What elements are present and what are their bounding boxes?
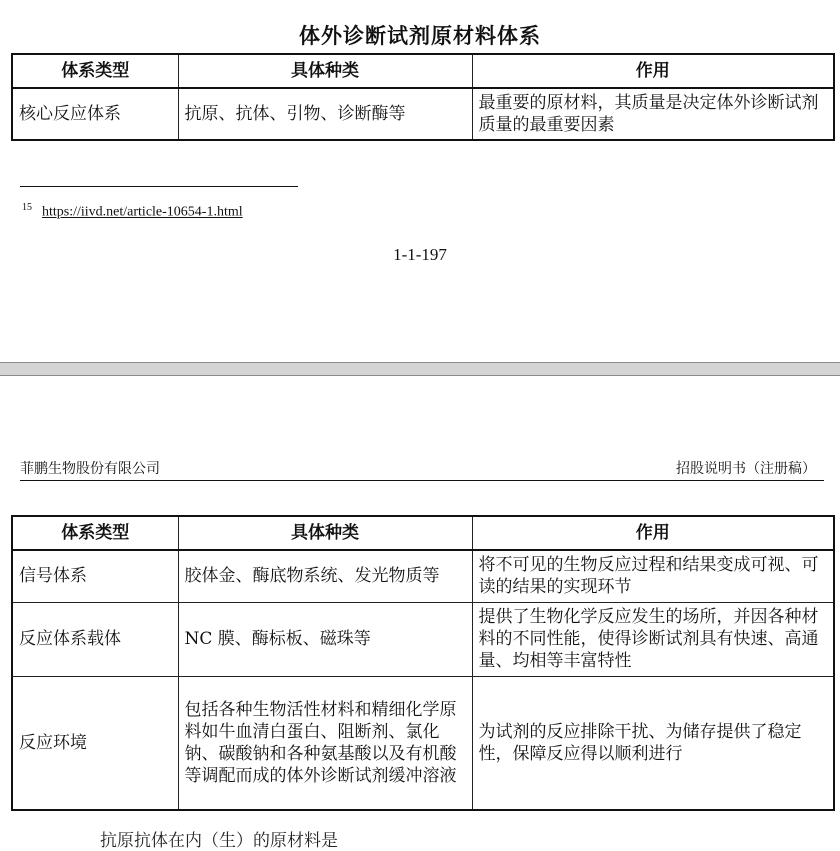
table-row <box>12 676 834 810</box>
cell-role: 为试剂的反应排除干扰、为储存提供了稳定性，保障反应得以顺利进行 <box>472 676 834 810</box>
header-system-type: 体系类型 <box>12 54 178 88</box>
cell-type: 信号体系 <box>12 550 178 602</box>
table-row <box>12 88 834 140</box>
cut-off-paragraph: 抗原抗体在内（生）的原材料是 <box>100 831 338 851</box>
cell-type: 反应环境 <box>12 676 178 810</box>
table-row <box>12 550 834 602</box>
header-divider <box>20 480 824 481</box>
raw-material-table-part1 <box>11 53 835 141</box>
footnote <box>22 202 243 221</box>
header-system-type: 体系类型 <box>12 516 178 550</box>
cell-role: 将不可见的生物反应过程和结果变成可视、可读的结果的实现环节 <box>472 550 834 602</box>
footnote-number: 15 <box>22 202 32 213</box>
table-row <box>12 602 834 676</box>
table-header-row <box>12 54 834 88</box>
footnote-link[interactable]: https://iivd.net/article-10654-1.html <box>42 204 243 220</box>
header-specific-kinds: 具体种类 <box>178 54 472 88</box>
cell-kinds: 胶体金、酶底物系统、发光物质等 <box>178 550 472 602</box>
cell-role: 最重要的原材料，其质量是决定体外诊断试剂质量的最重要因素 <box>472 88 834 140</box>
document-type-header: 招股说明书（注册稿） <box>676 461 816 477</box>
header-specific-kinds: 具体种类 <box>178 516 472 550</box>
footnote-divider <box>20 186 298 187</box>
cell-kinds: 包括各种生物活性材料和精细化学原料如牛血清白蛋白、阻断剂、氯化钠、碳酸钠和各种氨基酸以及有机酸等调配而成的体外诊断试剂缓冲溶液 <box>178 676 472 810</box>
cell-kinds: NC 膜、酶标板、磁珠等 <box>178 602 472 676</box>
page-top <box>0 0 840 362</box>
cell-type: 核心反应体系 <box>12 88 178 140</box>
cell-type: 反应体系载体 <box>12 602 178 676</box>
header-function: 作用 <box>472 516 834 550</box>
table-title: 体外诊断试剂原材料体系 <box>299 23 541 48</box>
raw-material-table-part2 <box>11 515 835 811</box>
table-header-row <box>12 516 834 550</box>
header-function: 作用 <box>472 54 834 88</box>
page-separator <box>0 362 840 376</box>
page-number: 1-1-197 <box>393 245 447 264</box>
cell-kinds: 抗原、抗体、引物、诊断酶等 <box>178 88 472 140</box>
company-name-header: 菲鹏生物股份有限公司 <box>20 461 160 477</box>
cell-role: 提供了生物化学反应发生的场所，并因各种材料的不同性能，使得诊断试剂具有快速、高通量、均相等丰富特性 <box>472 602 834 676</box>
